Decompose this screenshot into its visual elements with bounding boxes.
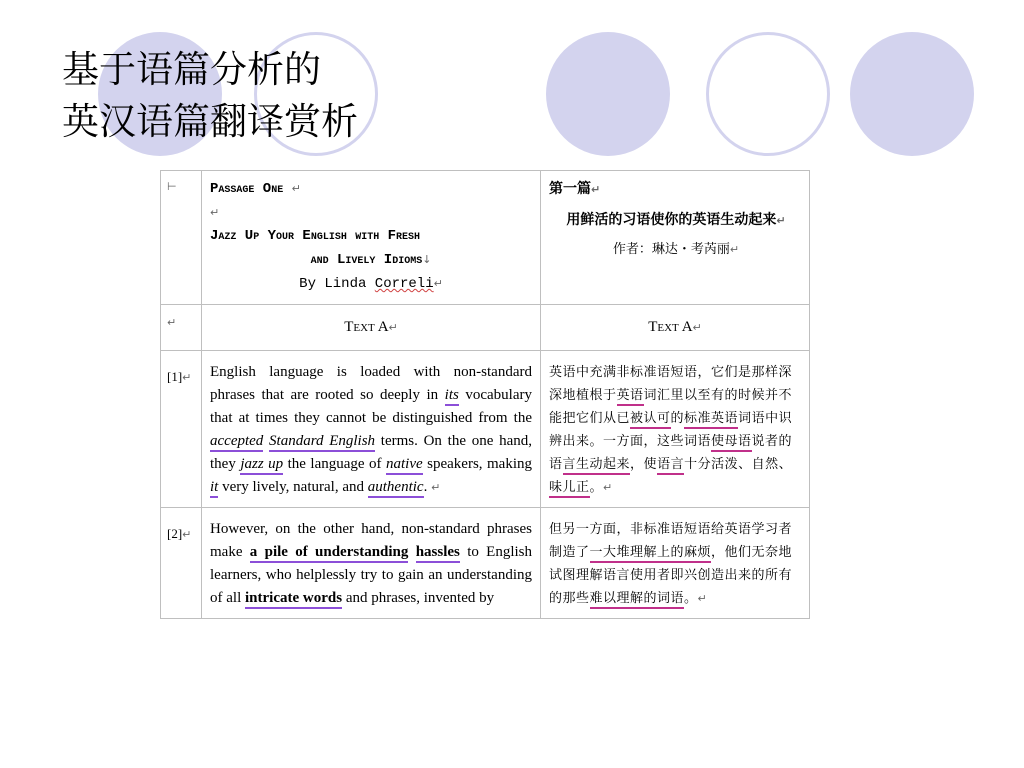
paragraph-text: English language is loaded with non-standard phrases that are rooted so deeply in <box>210 364 532 403</box>
paragraph-text: 词语中识辨出来。一方面，这些词语 <box>549 411 793 449</box>
highlighted-phrase: it <box>210 479 218 498</box>
highlighted-phrase: hassles <box>416 544 460 563</box>
paragraph-chinese-cell <box>541 508 810 619</box>
byline-zh: 作者：琳达・考芮丽 <box>612 242 730 257</box>
slide-title-line2: 英汉语篇翻译赏析 <box>62 100 358 143</box>
return-mark: ↵ <box>729 243 740 256</box>
text-a-label-zh: Text A <box>648 319 693 335</box>
author-surname: Correli <box>374 276 434 292</box>
highlighted-phrase: accepted <box>210 433 263 452</box>
highlighted-phrase: 难以理解的词语 <box>590 591 685 609</box>
passage-label: Passage One <box>210 181 284 197</box>
paragraph-text: ，他们无奈地试图理解语言使用者即兴创造出来的所有的那些 <box>549 545 793 606</box>
paragraph-english-cell <box>202 351 541 508</box>
paragraph-text: 。 <box>589 480 604 495</box>
paragraph-number-cell <box>161 351 202 508</box>
highlighted-phrase: its <box>445 387 459 406</box>
return-mark: ↵ <box>591 183 601 196</box>
highlighted-phrase: 使 <box>711 434 725 452</box>
return-mark: ↵ <box>697 592 708 605</box>
passage-table-region <box>160 170 810 680</box>
return-mark: ↵ <box>210 206 220 219</box>
highlighted-phrase: 英语 <box>617 388 644 406</box>
article-title-line1: Jazz Up Your English with Fresh <box>210 228 421 244</box>
paragraph-text: ，使 <box>630 457 658 472</box>
decor-circle-4 <box>706 32 830 156</box>
paragraph-text: speakers, making <box>422 456 533 472</box>
paragraph-text: . <box>423 479 428 495</box>
text-a-label-en: Text A <box>344 319 389 335</box>
article-title-line2: and Lively Idioms <box>310 252 423 268</box>
highlighted-phrase: Standard English <box>269 433 375 452</box>
slide-title-line1: 基于语篇分析的 <box>62 48 321 91</box>
header-number-cell <box>161 171 202 305</box>
label-number-cell <box>161 305 202 351</box>
paragraph-chinese-cell <box>541 351 810 508</box>
paragraph-row <box>161 351 810 508</box>
decor-circle-5 <box>850 32 974 156</box>
highlighted-phrase: intricate words <box>245 590 342 609</box>
paragraph-text: 词汇里以至有的时候并不能把它们从已 <box>549 388 793 426</box>
return-mark: ↵ <box>776 214 786 227</box>
paragraph-text: very lively, natural, and <box>218 479 368 495</box>
slide-title <box>62 44 358 148</box>
header-english-cell <box>202 171 541 305</box>
label-row <box>161 305 810 351</box>
highlighted-phrase: jazz up <box>240 456 283 475</box>
line-break-mark: ↓ <box>422 253 432 266</box>
return-mark: ↵ <box>167 316 177 329</box>
paragraph-text: 但另一方面，非标准语短语给英语学习者制造了 <box>549 522 793 560</box>
paragraph-text: 的 <box>670 411 685 426</box>
highlighted-phrase: a pile of understanding <box>250 544 409 563</box>
return-mark: ↵ <box>388 321 398 334</box>
highlighted-phrase: native <box>386 456 423 475</box>
text-cursor-mark: ⊢ <box>167 180 177 193</box>
return-mark: ↵ <box>291 182 301 195</box>
highlighted-phrase: 被认可 <box>630 411 671 429</box>
paragraph-text <box>408 544 415 560</box>
paragraph-text: vocabulary that at times they cannot be distinguished from the <box>210 387 532 426</box>
return-mark: ↵ <box>431 481 441 494</box>
highlighted-phrase: 一大堆理解上的麻烦 <box>590 545 712 563</box>
return-mark: ↵ <box>182 528 192 541</box>
passage-label-zh: 第一篇 <box>549 181 591 197</box>
label-english-cell <box>202 305 541 351</box>
return-mark: ↵ <box>603 481 613 494</box>
paragraph-text: 英语中充满非标准语短语，它们是那样深深地植根于 <box>549 365 793 403</box>
paragraph-text: 。 <box>684 591 698 606</box>
paragraph-text: 说者的语 <box>549 434 793 472</box>
highlighted-phrase: authentic <box>368 479 424 498</box>
highlighted-phrase: 味儿正 <box>549 480 590 498</box>
paragraph-text: terms. On the one hand, they <box>210 433 532 472</box>
decor-circle-3 <box>546 32 670 156</box>
paragraph-text: the language of <box>283 456 387 472</box>
highlighted-phrase: 母语 <box>725 434 752 452</box>
highlighted-phrase: 语言 <box>657 457 684 475</box>
passage-table <box>160 170 810 619</box>
paragraph-number: [2] <box>167 526 183 541</box>
paragraph-text: to English learners, who helplessly try to gain an understanding of all <box>210 544 533 606</box>
paragraph-english-cell <box>202 508 541 619</box>
header-row <box>161 171 810 305</box>
byline-prefix: By Linda <box>299 276 375 292</box>
article-title-zh: 用鲜活的习语使你的英语生动起来 <box>566 212 777 228</box>
paragraph-text: However, on the other hand, non-standard phrases make <box>210 521 532 560</box>
highlighted-phrase: 标准英语 <box>684 411 738 429</box>
paragraph-text: 十分活泼、自然、 <box>684 457 793 472</box>
highlighted-phrase: 言 <box>563 457 577 475</box>
paragraph-number: [1] <box>167 369 183 384</box>
return-mark: ↵ <box>692 321 702 334</box>
paragraph-text: and phrases, invented by <box>342 590 495 606</box>
paragraph-number-cell <box>161 508 202 619</box>
label-chinese-cell <box>541 305 810 351</box>
return-mark: ↵ <box>433 277 443 290</box>
paragraph-row <box>161 508 810 619</box>
return-mark: ↵ <box>182 371 192 384</box>
highlighted-phrase: 生动起来 <box>576 457 630 475</box>
header-chinese-cell <box>541 171 810 305</box>
